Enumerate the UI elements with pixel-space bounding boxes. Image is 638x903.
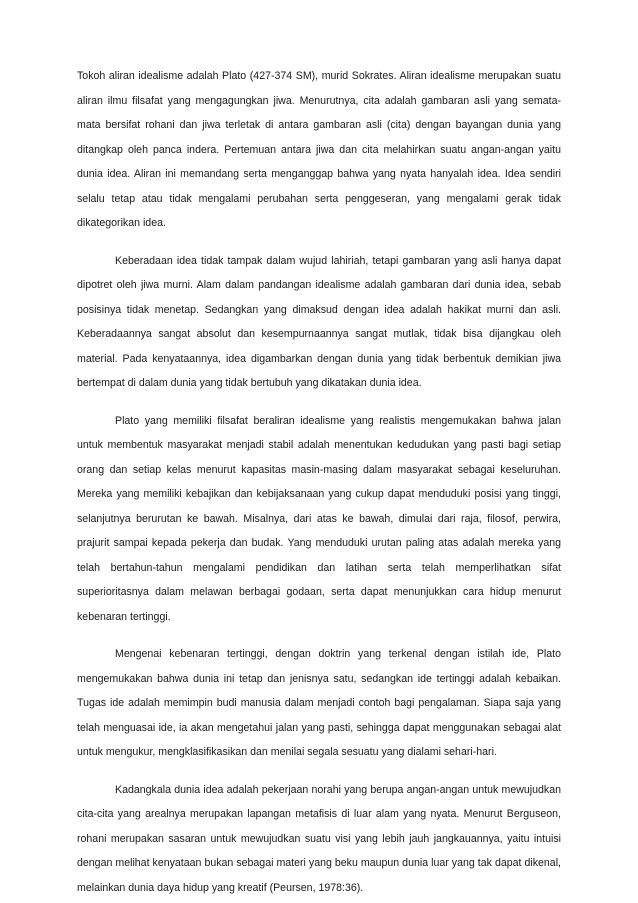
paragraph-1: Tokoh aliran idealisme adalah Plato (427-374 SM), murid Sokrates. Aliran idealisme merupakan suatu aliran ilmu filsafat yang mengagungkan jiwa. Menurutnya, cita adalah gambaran asli yang semata-mata bersifat rohani dan jiwa terletak di antara gambaran asli (cita) dengan bayangan dunia yang ditangkap oleh panca indera. Pertemuan antara jiwa dan cita melahirkan suatu angan-angan yaitu dunia idea. Aliran ini memandang serta menganggap bahwa yang nyata hanyalah idea. Idea sendiri selalu tetap atau tidak mengalami perubahan serta penggeseran, yang mengalami gerak tidak dikategorikan idea. [77, 70, 561, 229]
paragraph-2: Keberadaan idea tidak tampak dalam wujud lahiriah, tetapi gambaran yang asli hanya dapat dipotret oleh jiwa murni. Alam dalam pandangan idealisme adalah gambaran dari dunia idea, sebab posisinya tidak menetap. Sedangkan yang dimaksud dengan idea adalah hakikat murni dan asli. Keberadaannya sangat absolut dan kesempurnaannya sangat mutlak, tidak bisa dijangkau oleh material. Pada kenyataannya, idea digambarkan dengan dunia yang tidak berbentuk demikian jiwa bertempat di dalam dunia yang tidak bertubuh yang dikatakan dunia idea. [77, 254, 561, 389]
paragraph-3: Plato yang memiliki filsafat beraliran idealisme yang realistis mengemukakan bahwa jalan untuk membentuk masyarakat menjadi stabil adalah menentukan kedudukan yang pasti bagi setiap orang dan setiap kelas menurut kapasitas masin-masing dalam masyarakat sebagai keseluruhan. Mereka yang memiliki kebajikan dan kebijaksanaan yang cukup dapat menduduki posisi yang tinggi, selanjutnya berurutan ke bawah. Misalnya, dari atas ke bawah, dimulai dari raja, filosof, perwira, prajurit sampai kepada pekerja dan budak. Yang menduduki urutan paling atas adalah mereka yang telah bertahun-tahun mengalami pendidikan dan latihan serta telah memperlihatkan sifat superioritasnya dalam melawan berbagai godaan, serta dapat menunjukkan cara hidup menurut kebenaran tertinggi. [77, 414, 561, 623]
paragraph-5: Kadangkala dunia idea adalah pekerjaan norahi yang berupa angan-angan untuk mewujudkan cita-cita yang arealnya merupakan lapangan metafisis di luar alam yang nyata. Menurut Berguseon, rohani merupakan sasaran untuk mewujudkan suatu visi yang lebih jauh jangkauannya, yaitu intuisi dengan melihat kenyataan bukan sebagai materi yang beku maupun dunia luar yang tak dapat dikenal, melainkan dunia daya hidup yang kreatif (Peursen, 1978:36). [77, 783, 561, 894]
paragraph-4: Mengenai kebenaran tertinggi, dengan doktrin yang terkenal dengan istilah ide, Plato mengemukakan bahwa dunia ini tetap dan jenisnya satu, sedangkan ide tertinggi adalah kebaikan. Tugas ide adalah memimpin budi manusia dalam menjadi contoh bagi pengalaman. Siapa saja yang telah menguasai ide, ia akan mengetahui jalan yang pasti, sehingga dapat menggunakan sebagai alat untuk mengukur, mengklasifikasikan dan menilai segala sesuatu yang dialami sehari-hari. [77, 648, 561, 758]
document-body [77, 64, 561, 900]
